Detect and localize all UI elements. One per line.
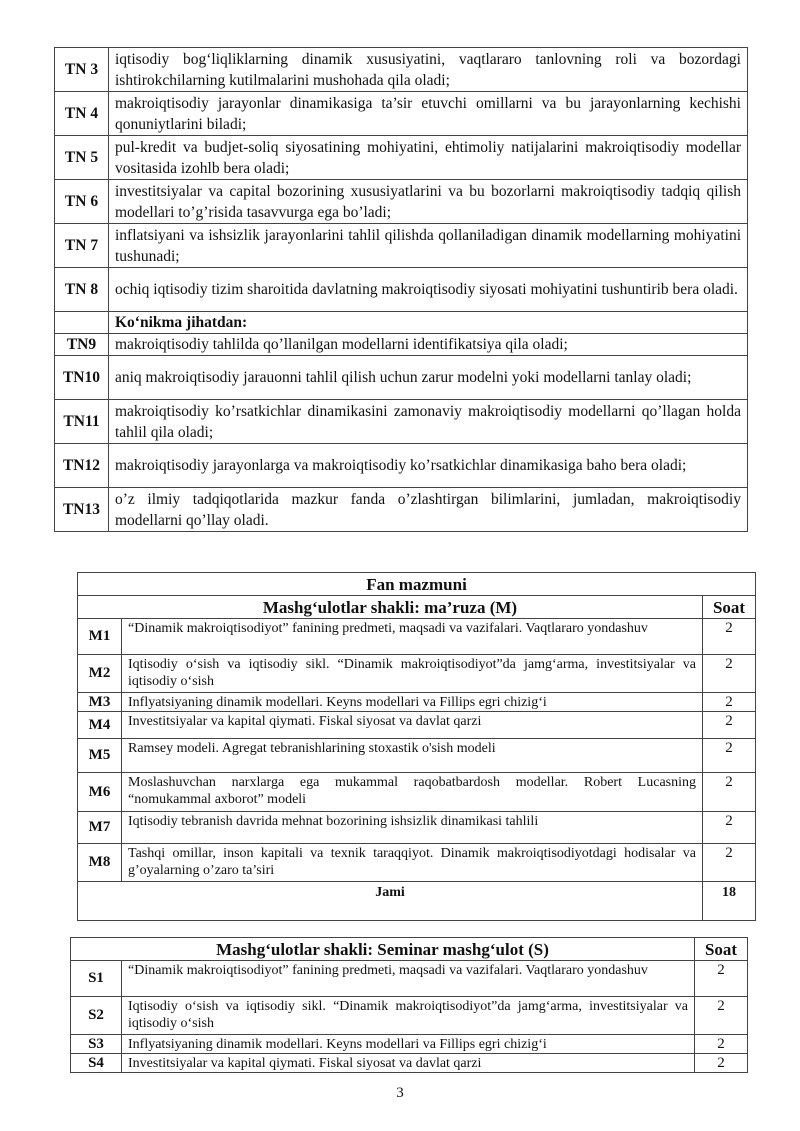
table-row <box>55 356 748 400</box>
seminar-hours: 2 <box>695 961 748 997</box>
seminar-topic: Investitsiyalar va kapital qiymati. Fiskal siyosat va davlat qarzi <box>122 1054 695 1073</box>
table-row <box>71 1054 748 1073</box>
table-row <box>71 997 748 1035</box>
lecture-hours: 2 <box>703 619 756 655</box>
table-title-row <box>78 573 756 596</box>
seminar-code: S2 <box>71 997 122 1035</box>
skill-code: TN10 <box>55 356 109 400</box>
table-row <box>55 48 748 92</box>
skills-heading: Ko‘nikma jihatdan: <box>109 312 748 334</box>
outcome-code: TN 6 <box>55 180 109 224</box>
total-hours: 18 <box>703 882 756 921</box>
lectures-table <box>77 572 756 921</box>
content-title: Fan mazmuni <box>78 573 756 596</box>
skill-text: makroiqtisodiy jarayonlarga va makroiqtisodiy ko’rsatkichlar dinamikasiga baho bera oladi; <box>109 444 748 488</box>
skill-code: TN11 <box>55 400 109 444</box>
lecture-code: M4 <box>78 712 122 739</box>
skill-code: TN12 <box>55 444 109 488</box>
outcome-code: TN 7 <box>55 224 109 268</box>
skill-text: makroiqtisodiy ko’rsatkichlar dinamikasini zamonaviy makroiqtisodiy modellarni qo’llagan holda tahlil qila oladi; <box>109 400 748 444</box>
outcome-code: TN 4 <box>55 92 109 136</box>
seminar-hours: 2 <box>695 1054 748 1073</box>
seminar-topic: Iqtisodiy o‘sish va iqtisodiy sikl. “Dinamik makroiqtisodiyot”da jamg‘arma, investitsiyalar va iqtisodiy o‘sish <box>122 997 695 1035</box>
lecture-topic: Iqtisodiy tebranish davrida mehnat bozorining ishsizlik dinamikasi tahlili <box>122 812 703 844</box>
table-row <box>55 400 748 444</box>
lecture-topic: Tashqi omillar, inson kapitali va texnik taraqqiyot. Dinamik makroiqtisodiyotdagi hodisalar va g’oyalarning o’zaro ta’siri <box>122 844 703 882</box>
table-row <box>55 334 748 356</box>
lecture-form-heading: Mashg‘ulotlar shakli: ma’ruza (M) <box>78 596 703 619</box>
lecture-topic: Ramsey modeli. Agregat tebranishlarining stoxastik o'sish modeli <box>122 739 703 773</box>
seminars-table <box>70 937 748 1073</box>
outcome-text: inflatsiyani va ishsizlik jarayonlarini tahlil qilishda qollaniladigan dinamik modellarning mohiyatini tushunadi; <box>109 224 748 268</box>
outcome-text: makroiqtisodiy jarayonlar dinamikasiga ta’sir etuvchi omillarni va bu jarayonlarning kechishi qonuniytlarini biladi; <box>109 92 748 136</box>
lecture-hours: 2 <box>703 773 756 812</box>
table-header-row <box>71 938 748 961</box>
skill-text: aniq makroiqtisodiy jarauonni tahlil qilish uchun zarur modelni yoki modellarni tanlay oladi; <box>109 356 748 400</box>
table-row <box>71 1035 748 1054</box>
lecture-hours: 2 <box>703 739 756 773</box>
learning-outcomes-table <box>54 47 748 532</box>
hours-header: Soat <box>695 938 748 961</box>
total-row <box>78 882 756 921</box>
table-row <box>78 844 756 882</box>
skill-code: TN13 <box>55 488 109 532</box>
table-row <box>78 693 756 712</box>
table-row <box>78 619 756 655</box>
outcome-text: pul-kredit va budjet-soliq siyosatining mohiyatini, ehtimoliy natijalarini makroiqtisodiy modellar vositasida izohlb bera oladi; <box>109 136 748 180</box>
outcome-text: iqtisodiy bog‘liqliklarning dinamik xususiyatini, vaqtlararo tanlovning roli va bozordagi ishtirokchilarning kutilmalarini mushohada qila oladi; <box>109 48 748 92</box>
table-row <box>55 268 748 312</box>
lecture-hours: 2 <box>703 693 756 712</box>
lecture-code: M3 <box>78 693 122 712</box>
table-row <box>55 92 748 136</box>
lecture-code: M2 <box>78 655 122 693</box>
table-row <box>55 444 748 488</box>
outcome-code: TN 3 <box>55 48 109 92</box>
seminar-code: S3 <box>71 1035 122 1054</box>
lecture-topic: Moslashuvchan narxlarga ega mukammal raqobatbardosh modellar. Robert Lucasning “nomukammal axborot” modeli <box>122 773 703 812</box>
outcome-text: investitsiyalar va capital bozorining xususiyatlarini va bu bozorlarni makroiqtisodiy tadqiq qilish modellari to’g’risida tasavvurga ega bo’ladi; <box>109 180 748 224</box>
lecture-topic: “Dinamik makroiqtisodiyot” fanining predmeti, maqsadi va vazifalari. Vaqtlararo yondashuv <box>122 619 703 655</box>
seminar-topic: Inflyatsiyaning dinamik modellari. Keyns modellari va Fillips egri chizig‘i <box>122 1035 695 1054</box>
hours-header: Soat <box>703 596 756 619</box>
seminar-topic: “Dinamik makroiqtisodiyot” fanining predmeti, maqsadi va vazifalari. Vaqtlararo yondashuv <box>122 961 695 997</box>
table-row <box>55 488 748 532</box>
lecture-topic: Iqtisodiy o‘sish va iqtisodiy sikl. “Dinamik makroiqtisodiyot”da jamg‘arma, investitsiyalar va iqtisodiy o‘sish <box>122 655 703 693</box>
outcome-code: TN 8 <box>55 268 109 312</box>
lecture-topic: Investitsiyalar va kapital qiymati. Fiskal siyosat va davlat qarzi <box>122 712 703 739</box>
skill-text: makroiqtisodiy tahlilda qo’llanilgan modellarni identifikatsiya qila oladi; <box>109 334 748 356</box>
table-row <box>55 224 748 268</box>
table-row <box>78 739 756 773</box>
lecture-code: M7 <box>78 812 122 844</box>
lecture-hours: 2 <box>703 712 756 739</box>
seminar-form-heading: Mashg‘ulotlar shakli: Seminar mashg‘ulot (S) <box>71 938 695 961</box>
table-row <box>78 655 756 693</box>
table-row <box>71 961 748 997</box>
lecture-code: M5 <box>78 739 122 773</box>
lecture-hours: 2 <box>703 844 756 882</box>
outcome-text: ochiq iqtisodiy tizim sharoitida davlatning makroiqtisodiy siyosati mohiyatini tushuntirib bera oladi. <box>109 268 748 312</box>
lecture-hours: 2 <box>703 812 756 844</box>
lecture-hours: 2 <box>703 655 756 693</box>
seminar-hours: 2 <box>695 1035 748 1054</box>
total-label: Jami <box>78 882 703 921</box>
lecture-code: M8 <box>78 844 122 882</box>
lecture-code: M1 <box>78 619 122 655</box>
table-row <box>55 312 748 334</box>
table-row <box>55 136 748 180</box>
skill-text: o’z ilmiy tadqiqotlarida mazkur fanda o’zlashtirgan bilimlarini, jumladan, makroiqtisodiy modellarni qo’llay oladi. <box>109 488 748 532</box>
skill-code: TN9 <box>55 334 109 356</box>
table-row <box>78 812 756 844</box>
table-row <box>78 773 756 812</box>
seminar-code: S4 <box>71 1054 122 1073</box>
empty-cell <box>55 312 109 334</box>
page-number: 3 <box>396 1085 404 1101</box>
table-row <box>55 180 748 224</box>
lecture-topic: Inflyatsiyaning dinamik modellari. Keyns modellari va Fillips egri chizig‘i <box>122 693 703 712</box>
outcome-code: TN 5 <box>55 136 109 180</box>
table-header-row <box>78 596 756 619</box>
table-row <box>78 712 756 739</box>
seminar-hours: 2 <box>695 997 748 1035</box>
lecture-code: M6 <box>78 773 122 812</box>
seminar-code: S1 <box>71 961 122 997</box>
